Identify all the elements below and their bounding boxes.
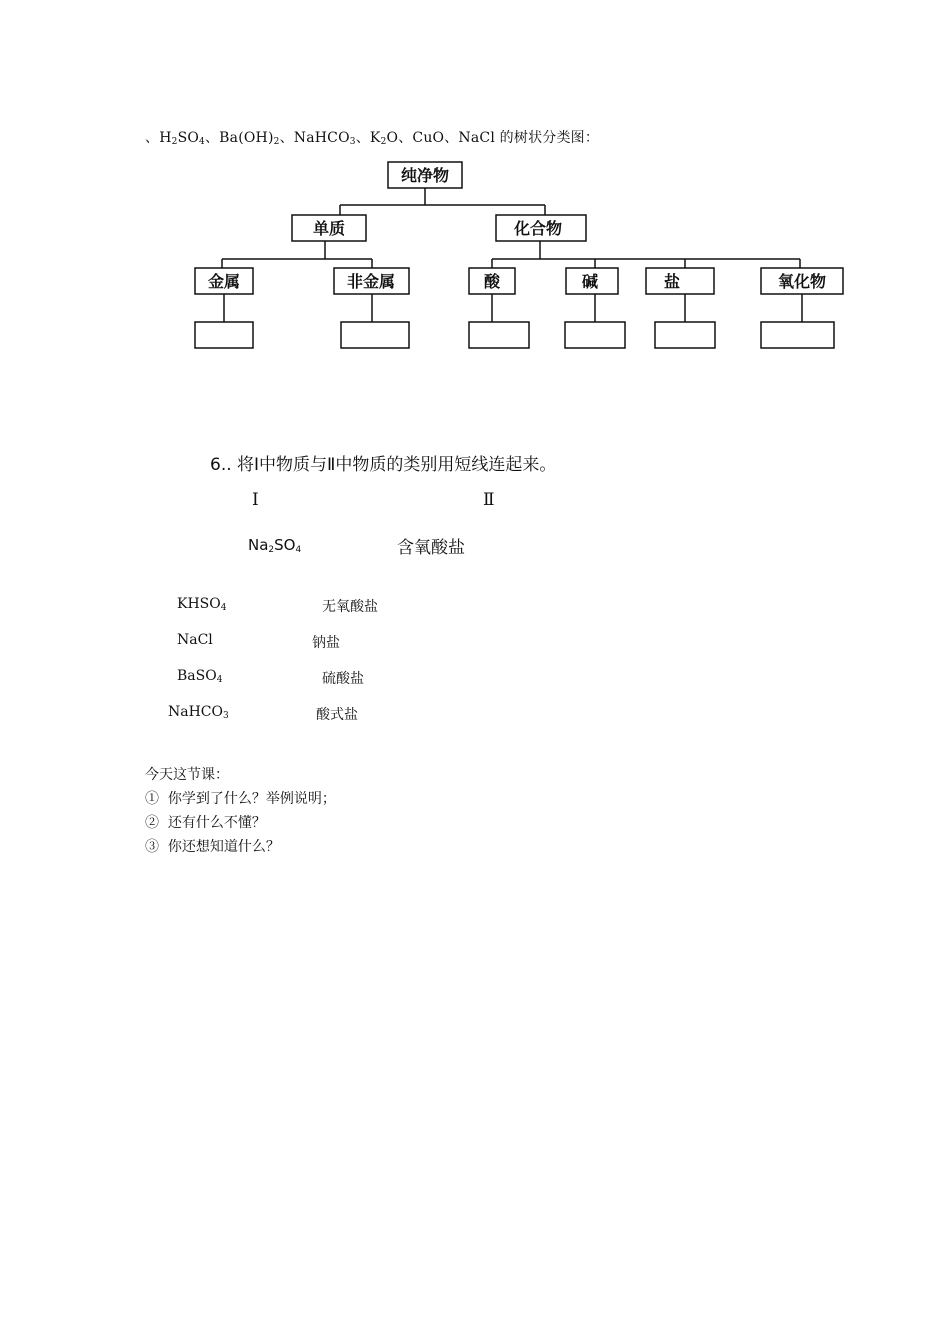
answer-box-acid — [469, 322, 529, 348]
item-left-5: NaHCO$_3$ — [168, 704, 229, 721]
node-metal-label: 金属 — [207, 272, 241, 291]
review-item-3: ③ 你还想知道什么？ — [145, 839, 280, 855]
answer-box-nonmetal — [341, 322, 409, 348]
node-elemental-label: 单质 — [312, 219, 346, 238]
node-compound-label: 化合物 — [513, 219, 563, 238]
item-right-1: 含氧酸盐 — [397, 538, 465, 558]
node-root-label: 纯净物 — [400, 166, 450, 185]
item-left-4: BaSO$_4$ — [177, 668, 223, 685]
node-base-label: 碱 — [581, 272, 599, 291]
review-item-1: ① 你学到了什么？举例说明； — [145, 791, 336, 807]
node-oxide-label: 氧化物 — [777, 272, 827, 291]
answer-box-metal — [195, 322, 253, 348]
item-right-3: 钠盐 — [312, 635, 340, 651]
item-right-4: 硫酸盐 — [322, 671, 364, 687]
item-left-1: $Na_2SO_4$ — [248, 536, 302, 555]
item-right-5: 酸式盐 — [316, 707, 358, 723]
node-acid-label: 酸 — [483, 272, 501, 291]
intro-line: 、$H_2SO_4$、$Ba(OH)_2$、NaHCO$_3$、$K_2O$、CuO、NaCl 的树状分类图： — [145, 130, 600, 147]
review-title: 今天这节课： — [145, 767, 229, 783]
node-nonmetal-label: 非金属 — [346, 272, 396, 291]
review-item-2: ② 还有什么不懂？ — [145, 815, 266, 831]
answer-box-base — [565, 322, 625, 348]
item-left-2: $KHSO_4$ — [177, 596, 227, 613]
node-salt-label: 盐 — [663, 272, 681, 291]
column-1-header: Ⅰ — [252, 490, 259, 510]
classification-tree — [180, 155, 860, 355]
question6-text: 6.. 将Ⅰ中物质与Ⅱ中物质的类别用短线连起来。 — [210, 455, 557, 475]
item-left-3: NaCl — [177, 632, 213, 648]
item-right-2: 无氧酸盐 — [322, 599, 378, 615]
column-2-header: Ⅱ — [483, 490, 495, 510]
answer-box-oxide — [761, 322, 834, 348]
answer-box-salt — [655, 322, 715, 348]
